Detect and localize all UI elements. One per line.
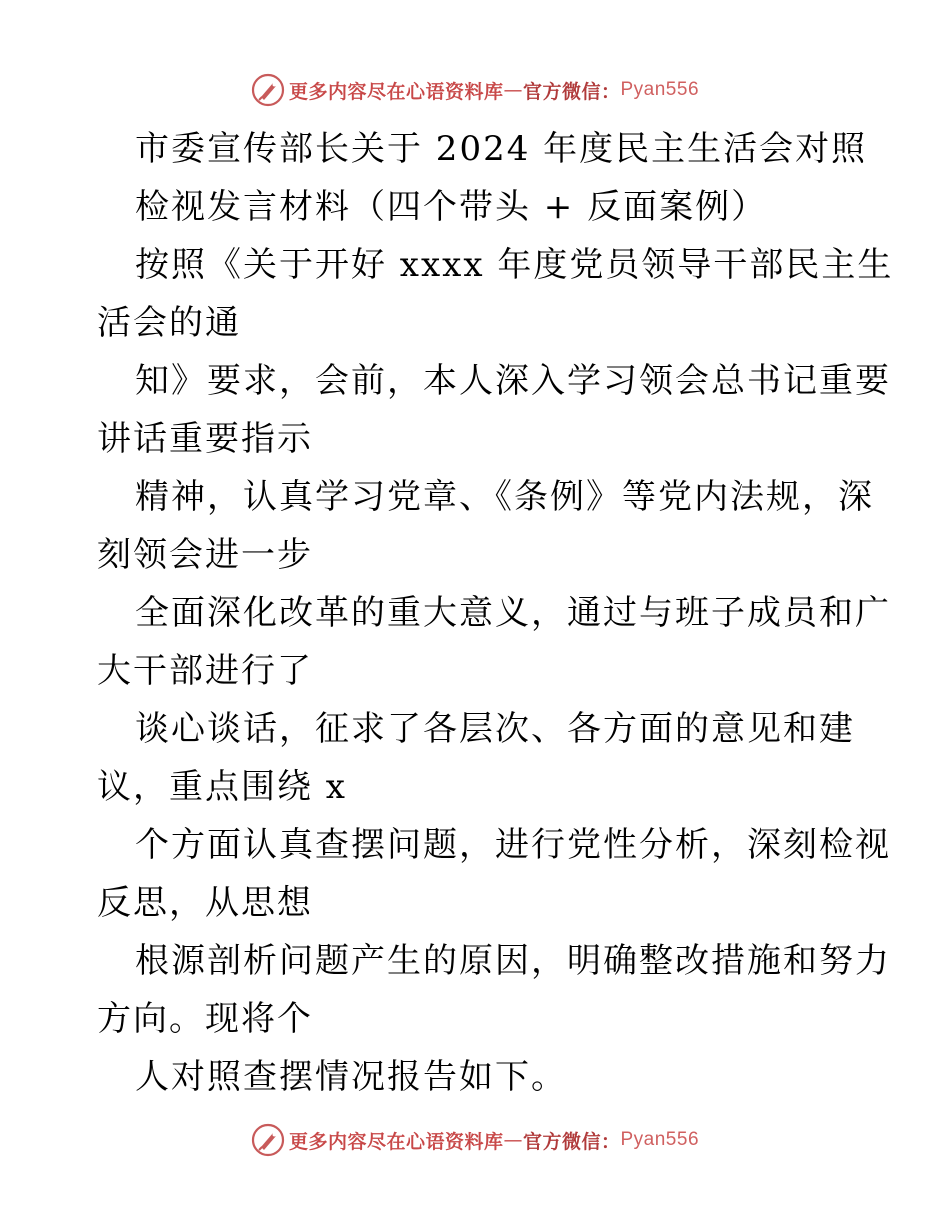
paragraph-line: 知》要求，会前，本人深入学习领会总书记重要 [135,361,891,401]
watermark-site-text: 更多内容尽在心语资料库 [288,80,504,103]
paragraph-line: 按照《关于开好 xxxx 年度党员领导干部民主生 [135,245,894,285]
watermark-wechat-id: Pyan556 [620,1129,700,1150]
watermark-official-label: 官方微信： [522,80,621,103]
pen-nib-logo-icon [251,73,285,107]
paragraph-line: 方向。现将个 [97,999,313,1039]
watermark-separator: — [503,1129,523,1151]
pen-nib-logo-icon [251,1123,285,1157]
paragraph-line: 根源剖析问题产生的原因，明确整改措施和努力 [135,941,891,981]
paragraph-line: 讲话重要指示 [97,419,313,459]
watermark-site-text: 更多内容尽在心语资料库 [288,1130,504,1153]
document-body [97,120,894,1106]
watermark-separator: — [503,79,523,101]
paragraph-line: 谈心谈话，征求了各层次、各方面的意见和建 [135,709,855,749]
paragraph-line: 反思，从思想 [97,883,313,923]
paragraph-line: 大干部进行了 [97,651,313,691]
document-title-line-2: 检视发言材料（四个带头 + 反面案例） [135,187,768,227]
paragraph-line: 精神，认真学习党章、《条例》等党内法规，深 [135,477,874,517]
footer-watermark [0,1120,950,1160]
paragraph-line: 个方面认真查摆问题，进行党性分析，深刻检视 [135,825,891,865]
paragraph-line: 刻领会进一步 [97,535,313,575]
watermark-wechat-id: Pyan556 [620,79,700,100]
paragraph-line: 活会的通 [97,303,241,343]
header-watermark [0,70,950,110]
paragraph-line: 议，重点围绕 x [97,767,347,807]
paragraph-line: 人对照查摆情况报告如下。 [135,1057,567,1097]
document-title-line-1: 市委宣传部长关于 2024 年度民主生活会对照 [135,129,868,169]
watermark-official-label: 官方微信： [522,1130,621,1153]
paragraph-line: 全面深化改革的重大意义，通过与班子成员和广 [135,593,891,633]
